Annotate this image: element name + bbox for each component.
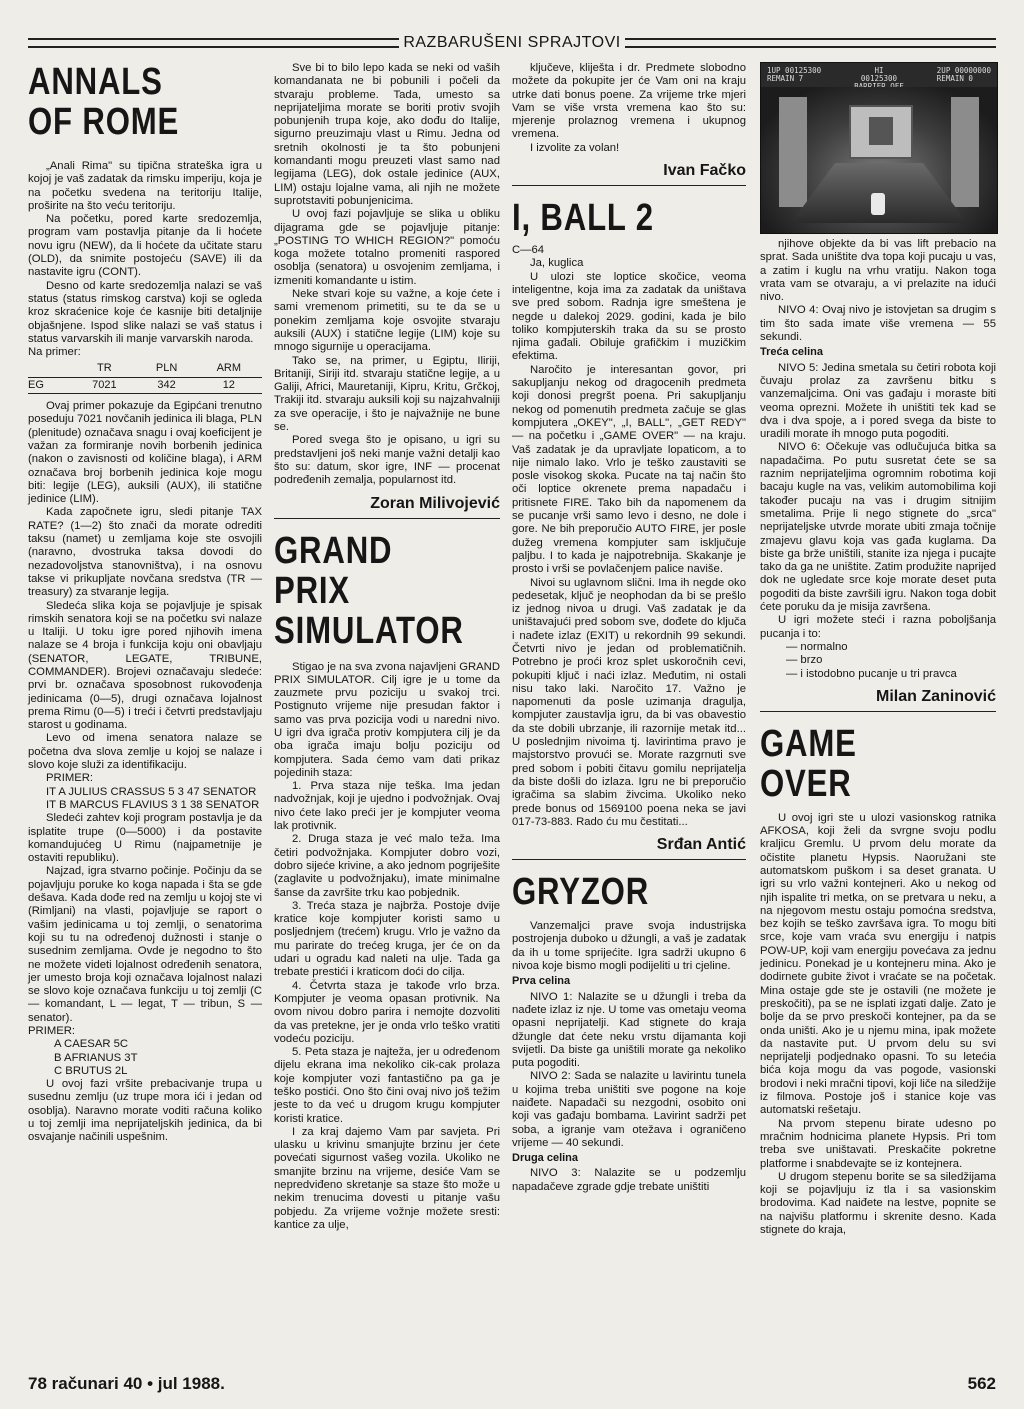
author-name: Milan Zaninović bbox=[875, 687, 996, 705]
article-title-gryzor: GRYZOR bbox=[512, 871, 650, 914]
column-4 bbox=[760, 238, 996, 1237]
table-cell: EG bbox=[28, 377, 71, 393]
upgrade-list bbox=[760, 641, 996, 681]
paragraph: Naročito je interesantan govor, pri sakupljanju nekog od dragocenih predmeta koji donosi pregršt poena. Pri sakupljanju nekog od pomenutih predmeta začuje se glas kompjutera „OKEY", „I, BALL", „GET REDY" — na početku i „GAME OVER" — na kraju. Vaš zadatak je da upravljate lopaticom, a to nije nimalo lako. Vrlo je teško zaustaviti se posle visokog skoka. Pucate na taj način što oči loptice okrenete prema napadaču i pritisnete FIRE. Tako bih da napomenem da se pucanje vrši samo levo i desno, ne dole i gore. Ne bih preporučio AUTO FIRE, jer posle dužeg vremena kompjuter sam isključuje paljbu. I to kada je najpotrebnija. Skakanje je prosto i vrši se povlačenjem palice naviše. bbox=[512, 363, 746, 576]
title-line: ANNALS bbox=[28, 61, 163, 103]
paragraph: „Anali Rima" su tipična strateška igra u kojoj je vaš zadatak da rimsku imperiju, koja je na početku svedena na teritoriju Italije, proširite na što veću teritoriju. bbox=[28, 160, 262, 212]
paragraph: U igri možete steći i razna poboljšanja pucanja i to: bbox=[760, 614, 996, 640]
list-item: — normalno bbox=[786, 640, 848, 653]
paragraph: 3. Treća staza je najbrža. Postoje dvije kratice koje kompjuter koristi samo u posljednjem (trećem) krugu. Vrlo je važno da mu parirate do trećeg kruga, jer će on da udari u ogradu kad naleti na ulje. Tada ga trebate prestići i kraticom doći do cilja. bbox=[274, 899, 500, 979]
paragraph: Na početku, pored karte sredozemlja, program vam postavlja pitanje da li hoćete novu igru (NEW), da li hoćete da učitate staru (OLD), da snimite postojeću (SAVE) ili da nastavite igru (CONT). bbox=[28, 213, 262, 279]
paragraph: U ovoj fazi pojavljuje se slika u obliku dijagrama gde se pojavljuje pitanje: „POSTING TO WHICH REGION?" pomoću koga možete totalno promeniti raspored osoblja (senatora) u osvojenim zemljama, i izmeniti komandante u istim. bbox=[274, 208, 500, 287]
paragraph: IT B MARCUS FLAVIUS 3 1 38 SENATOR bbox=[46, 798, 260, 811]
paragraph: njihove objekte da bi vas lift prebacio na sprat. Sada uništite dva topa koji pucaju u vas, a zatim i kuglu na vrhu vratiju. Nakon toga vrata vam se otvaraju, a vi prelazite na idući nivo. bbox=[760, 238, 996, 304]
table-row bbox=[28, 377, 262, 393]
list-item: C BRUTUS 2L bbox=[54, 1064, 128, 1077]
list-item: — brzo bbox=[786, 654, 823, 667]
paragraph: Na primer: bbox=[28, 346, 81, 359]
paragraph: 2. Druga staza je već malo teža. Ima četiri podvožnjaka. Kompjuter dobro vozi, dobro sijeće krivine, a ako jednom pogriješite (zaglavite u podvožnjaku), imate minimalne šanse da završite trku kao pobjednik. bbox=[274, 833, 500, 899]
title-line: OF ROME bbox=[28, 101, 180, 143]
paragraph: Najzad, igra stvarno počinje. Počinju da se pojavljuju poruke ko koga napada i šta se gde dešava. Kada dođe red na zemlju u kojoj ste vi (Rimljani) na vlasti, pojavljuje se raport o vašim jedinicama u toj zemlji, o senatorima koji su tu na određenoj dužnosti i stanje o susednim zemljama. Ovde je negodno to što ne možete videti lojalnost određenih senatora, jer umesto broja koji označava lojalnost nalazi se slovo koje označava funkciju u toj zemlji (C — komandant, L — legat, T — tribun, S — senator). bbox=[28, 865, 262, 1024]
subheading: Prva celina bbox=[512, 975, 571, 988]
table-cell: 7021 bbox=[71, 377, 137, 393]
hud-right: 2UP 00000000 REMAIN 0 bbox=[936, 66, 991, 83]
divider bbox=[760, 711, 996, 712]
article-title-annals bbox=[28, 62, 220, 142]
paragraph: Sledeći zahtev koji program postavlja je da isplatite trupe (0—5000) i da postavite komandujućeg U Rimu (najpametnije je ostaviti republiku). bbox=[28, 812, 262, 865]
paragraph: Vanzemaljci prave svoja industrijska postrojenja duboko u džungli, a vaš je zadatak da ih u tome sprijećite. Igra sadrži ukupno 6 nivoa koje bismo mogli podijeliti u tri cjeline. bbox=[512, 920, 746, 973]
paragraph: NIVO 4: Ovaj nivo je istovjetan sa drugim s tim što sada imate više vremena — 55 sekundi. bbox=[760, 304, 996, 344]
paragraph: ključeve, kliješta i dr. Predmete slobodno možete da pokupite jer će Vam oni na kraju utrke dati bonus poene. Za vrijeme trke mjeri Vam se više vrsta vremena kao što su: mjerenje prolaznog vremena i ukupnog vremena. bbox=[512, 62, 746, 141]
hud-mid: HI 00125300 bbox=[860, 66, 898, 83]
divider bbox=[512, 185, 746, 186]
list-item: — i istodobno pucanje u tri pravca bbox=[786, 667, 957, 680]
paragraph: Na prvom stepenu birate udesno po mračnim hodnicima planete Hypsis. Pri tom treba sve uništavati. Preskačite pokretne platforme i snabdevajte se iz kontejnera. bbox=[760, 1117, 996, 1170]
paragraph: PRIMER: bbox=[28, 1025, 76, 1037]
paragraph: 5. Peta staza je najteža, jer u određenom dijelu ekrana ima nekoliko cik-cak prolaza koje kompjuter vozi fantastično pa ga je teško postići. Ono što čini ovaj nivo još težim jeste to da već u drugom krugu kompjuter koristi kratice. bbox=[274, 1046, 500, 1125]
paragraph: NIVO 6: Očekuje vas odlučujuća bitka sa napadačima. Po putu susretat ćete se sa raznim neprijateljima ogromnim robotima koji bacaju kugle na vas, velikim automobilima koji također pucaju na vas i drugim sitnijim smetalima. Prije li nego stignete do „srca" neprijateljske utvrde morate ubiti zmaja točnije zmajevu glavu koja vas gađa kuglama. Da biste ga brže uništili, stanite iza njega i pucajte tako da ga ne uništite. Zatim produžite naprijed dok ne ugledate srce koje morate deset puta pogoditi da biste završili igru. Nakon toga dobit ćete poruku da je misija završena. bbox=[760, 441, 996, 614]
paragraph: Desno od karte sredozemlja nalazi se vaš status (status rimskog carstva) koji se ogleda kroz skraćenice koje će kasnije biti detaljnije objašnjene. Ispod slike nalazi se vaš status i status varvarskih ili manje varvarskih naroda. bbox=[28, 279, 262, 345]
example-list bbox=[28, 1038, 262, 1078]
scene-door bbox=[849, 105, 913, 159]
table-header: ARM bbox=[216, 362, 242, 375]
paragraph: Kada započnete igru, sledi pitanje TAX RATE? (1—2) što znači da morate odrediti taksu (namet) u zemljama koje ste osvojili (naravno, dvostruka taksa dovodi do nezadovoljstva stanovništva), i na osnovu takse vi prikupljate novčana sredstva (TR — treasury) za stvaranje legija. bbox=[28, 506, 262, 599]
paragraph: Sve bi to bilo lepo kada se neki od vaših komandanata ne bi pobunili i počeli da stvaraju probleme. Tada, umesto sa neprijateljima morate se boriti protiv svojih pobunjenih trupa koje, ako dođu do Italije, sigurno preuzimaju vlast u Rimu. Jedna od sretnih okolnosti je ta što pobunjeni komandanti mogu preuzeti vlast samo nad legijama (LEG), dok ostale jedinice (AUX, LIM) ostaju lojalne vama, ali njih ne možete suprotstaviti pobunjenicima. bbox=[274, 62, 500, 207]
paragraph: Pored svega što je opisano, u igri su predstavljeni još neki manje važni detalji kao što su: datum, skor igre, INF — procenat podređenih zemalja, popularnost itd. bbox=[274, 434, 500, 487]
screenshot-scene bbox=[761, 87, 997, 233]
paragraph: 1. Prva staza nije teška. Ima jedan nadvožnjak, koji je ujedno i podvožnjak. Ovaj nivo ćete lako preći jer je kompjuter veoma lak protivnik. bbox=[274, 780, 500, 833]
paragraph: NIVO 3: Nalazite se u podzemlju napadačeve zgrade gdje trebate uništiti bbox=[512, 1167, 746, 1193]
paragraph: Sledeća slika koja se pojavljuje je spisak rimskih senatora koji se na početku svi nalaze u Italiji. U toku igre pored njihovih imena nalaze se 4 broja i funkcija koju oni obavljaju (SENATOR, LEGATE, TRIBUNE, COMMANDER). Brojevi označavaju sledeće: prvi br. označava sposobnost rukovođenja jedinicama (0—5), drugi označava lojalnost prema Rimu (0—5) i treći i četvrti predstavljaju starost u godinama. bbox=[28, 599, 262, 732]
article-title-game-over: GAME OVER bbox=[760, 722, 857, 805]
divider bbox=[274, 518, 500, 519]
paragraph: I za kraj dajemo Vam par savjeta. Pri ulasku u krivinu smanjujte brzinu jer ćete povećati sigurnost vašeg vozila. Ukoliko ne smanjite brzinu na vrijeme, desiće Vam se nepredviđeno skretanje sa staze što može u nekim trenucima dovesti u pitanje vašu pobjedu. Za vrijeme vožnje možete sresti: kantice za ulje, bbox=[274, 1125, 500, 1231]
title-line: GRAND PRIX bbox=[274, 529, 393, 612]
paragraph: U drugom stepenu borite se sa siledžijama koji se pojavljuju iz tla i sa vasionskim brodovima. Kad naiđete na lestve, popnite se na najvišu platformu i skrenite desno. Kada stignete do kraja, bbox=[760, 1170, 996, 1236]
section-title: RAZBARUŠENI SPRAJTOVI bbox=[403, 34, 621, 51]
game-screenshot bbox=[760, 62, 998, 234]
column-3 bbox=[512, 62, 746, 1194]
footer-issue: 78 računari 40 • jul 1988. bbox=[28, 1374, 225, 1393]
author-name: Zoran Milivojević bbox=[370, 494, 500, 512]
paragraph: Ovaj primer pokazuje da Egipćani trenutno poseduju 7021 novčanih jedinica ili blaga, PLN (plenitude) označava snagu i ovaj koeficijent je važan za formiranje novih borbenih jedinica (nakon o zavisnosti od količine blaga), i ARM označava broj borbenih jedinica koje mogu biti: legije (LEG), auksili (AUX), ili statične jedinice (LIM). bbox=[28, 400, 262, 506]
paragraph: NIVO 2: Sada se nalazite u lavirintu tunela u kojima treba uništiti sve pogone na koje naiđete. Napadači su nezgodni, osobito oni koji vas gađaju bombama. Lavirint sadrži pet soba, a igranje vam otežava i ograničeno vrijeme — 40 sekundi. bbox=[512, 1070, 746, 1149]
divider bbox=[512, 859, 746, 860]
hud-left: 1UP 00125300 REMAIN 7 bbox=[767, 66, 822, 83]
paragraph: Ja, kuglica bbox=[530, 257, 584, 270]
author-name: Ivan Fačko bbox=[663, 162, 746, 180]
paragraph: 4. Četvrta staza je takođe vrlo brza. Kompjuter je veoma opasan protivnik. Na ovom nivou dobro parira i nemojte dozvoliti da vas pretekne, jer je onda vrlo teško vratiti vodeću poziciju. bbox=[274, 979, 500, 1045]
paragraph: IT A JULIUS CRASSUS 5 3 47 SENATOR bbox=[46, 785, 257, 798]
article-title-grand-prix bbox=[274, 529, 464, 652]
paragraph: Tako se, na primer, u Egiptu, Iliriji, Britaniji, Siriji itd. stvaraju statične legije, a u Galiji, Africi, Mauretaniji, Kipru, Kritu, Grčkoj, Trakiji itd. stvaraju auksili koji su najzahvalniji za sve operacije, i što je najvažnije ne bune se. bbox=[274, 354, 500, 434]
paragraph: Stigao je na sva zvona najavljeni GRAND PRIX SIMULATOR. Cilj igre je u tome da zauzmete prvu poziciju u svakoj trci. Postignuto vrijeme nije presudan faktor i samo vas prva pozicija vodi u naredni nivo. U igri dva igrača protiv kompjutera cilj je da oba igrača imaju bolju poziciju od kompjutera. Sada ćemo vam dati prikaz pojedinih staza: bbox=[274, 660, 500, 779]
section-header bbox=[28, 32, 996, 54]
status-table bbox=[28, 361, 262, 394]
paragraph: Nivoi su uglavnom slični. Ima ih negde oko pedesetak, ključ je neophodan da bi se prešlo iz jednog nivoa u drugi. Vaš zadatak je da uništavajući pred sobom sve, dođete do ključa i nađete izlaz (EXIT) u rekordnih 99 sekundi. Četvrti nivo je jedan od problematičnih. Potrebno je proći kroz splet uskoročnih cevi, pokupiti ključ i naći izlaz. Međutim, ni ostali nisu tako laki. Naročito 17. Važno je napomenuti da posle uzimanja dragulja, kompjuter zaustavlja igru, da bi vas obavestio da ste dobili ubrzanje, ili razornije metak itd... U poslednjim nivoima tj. lavirintima pravo je majstorstvo provući se. Morate razgrnuti sve pred sobom i pobiti čitavu gomilu neprijatelja da biste došli do izlaza. Igru ne bi preporučio igračima sa slabim živcima. Ukoliko neko prede bonus od 1569100 poena neka se javi 017-73-883. Rado ću mu čestitati... bbox=[512, 576, 746, 828]
platform-label: C—64 bbox=[512, 244, 545, 257]
page-number: 562 bbox=[967, 1374, 996, 1393]
table-header: TR bbox=[97, 362, 112, 375]
column-2 bbox=[274, 62, 500, 1232]
scene-player bbox=[871, 193, 885, 215]
table-cell: 12 bbox=[196, 377, 262, 393]
paragraph: NIVO 1: Nalazite se u džungli i treba da nađete izlaz iz nje. U tome vas ometaju veoma opasni neprijatelji. Kad stignete do kraja džungle dat ćete neku vrstu dijamanta koji svijetli. Da biste ga uništili morate ga nekoliko puta pogoditi. bbox=[512, 990, 746, 1070]
subheading: Treća celina bbox=[760, 346, 823, 359]
list-item: A CAESAR 5C bbox=[54, 1038, 129, 1051]
header-rule-left bbox=[28, 38, 399, 48]
scene-pillar bbox=[951, 97, 979, 207]
article-title-iball: I, BALL 2 bbox=[512, 197, 654, 240]
paragraph: U ovoj fazi vršite prebacivanje trupa u susednu zemlju (uz trupe mora ići i jedan od osoblja). Naravno morate voditi računa koliko u toj zemlji ima neprijateljskih jedinica, da bi osvajanje načinili uspešnim. bbox=[28, 1078, 262, 1144]
paragraph: Levo od imena senatora nalaze se početna dva slova zemlje u kojoj se nalaze i slovo koje služi za identifikaciju. bbox=[28, 732, 262, 772]
table-cell: 342 bbox=[138, 377, 196, 393]
column-1 bbox=[28, 62, 262, 1145]
paragraph: PRIMER: bbox=[46, 772, 94, 785]
paragraph: U ovoj igri ste u ulozi vasionskog ratnika AFKOSA, koji želi da svrgne svoju podlu kraljicu Gremlu. U prvom delu morate da očistite planetu Hypsis. Naoružani ste automatskom puškom i sa deset granata. U igri su vrlo važni kontejneri. Ako u nekog od njih ispalite tri metka, on se pretvara u neku, a na njegovom mestu ostaju pomoćna sredstva, bez kojih se teško završava igra. To mogu biti srce, koje vam vraća svu energiju i natpis POW-UP, koji vam energiju povećava za jednu jedinicu. Ponekad je u kontejneru mina. Ako je dodirnete gubite život i vraćate se na početak. Mina ostaje gde ste je ostavili (ne možete je preskočiti), pa se ne isplati izgati dalje. Zato je bolje da se prvo preskoči kontejner, pa da se onda uništi. Ako je u njemu mina, ipak možete da nastavite put. U prvom delu su svi neprijatelji podjednako opasni. To su letećia bića koja mogu da vas pogode, vasionski brodovi i neki mračni tipovi, koji liče na siledžije iz filmova. Postoje još i stanice koje vas automatski rešetaju. bbox=[760, 811, 996, 1117]
paragraph: NIVO 5: Jedina smetala su četiri robota koji čuvaju prolaz za završenu bitku s vanzemaljcima. Oni vas gađaju i moraste biti veoma oprezni. Možete ih uništiti tek kad se dva i dva spoje, a i pored svega da biste to uradili morate ih mnogo puta pogoditi. bbox=[760, 361, 996, 441]
title-line: SIMULATOR bbox=[274, 609, 464, 652]
table-header bbox=[28, 361, 71, 377]
list-item: B AFRIANUS 3T bbox=[54, 1051, 138, 1064]
header-rule-right bbox=[625, 38, 996, 48]
author-name: Srđan Antić bbox=[656, 836, 746, 854]
paragraph: I izvolite za volan! bbox=[530, 141, 620, 154]
subheading: Druga celina bbox=[512, 1152, 579, 1165]
paragraph: Neke stvari koje su važne, a koje ćete i sami vremenom primetiti, su te da se u ponekim zemljama koje osvojite stvaraju auksili (AUX) i statične legije (LIM) koje su mnogo sigurnije u operacijama. bbox=[274, 288, 500, 354]
scene-pillar bbox=[779, 97, 807, 207]
paragraph: U ulozi ste loptice skočice, veoma inteligentne, koja ima za zadatak da uništava sve pred sobom. Radnja igre smeštena je negde u dalekoj 2029. godini, kada je bilo toliko kompjuterskih traka da su se prosto njima gađali. Obiluje grafičkim i muzičkim efektima. bbox=[512, 270, 746, 363]
table-header: PLN bbox=[155, 362, 178, 375]
